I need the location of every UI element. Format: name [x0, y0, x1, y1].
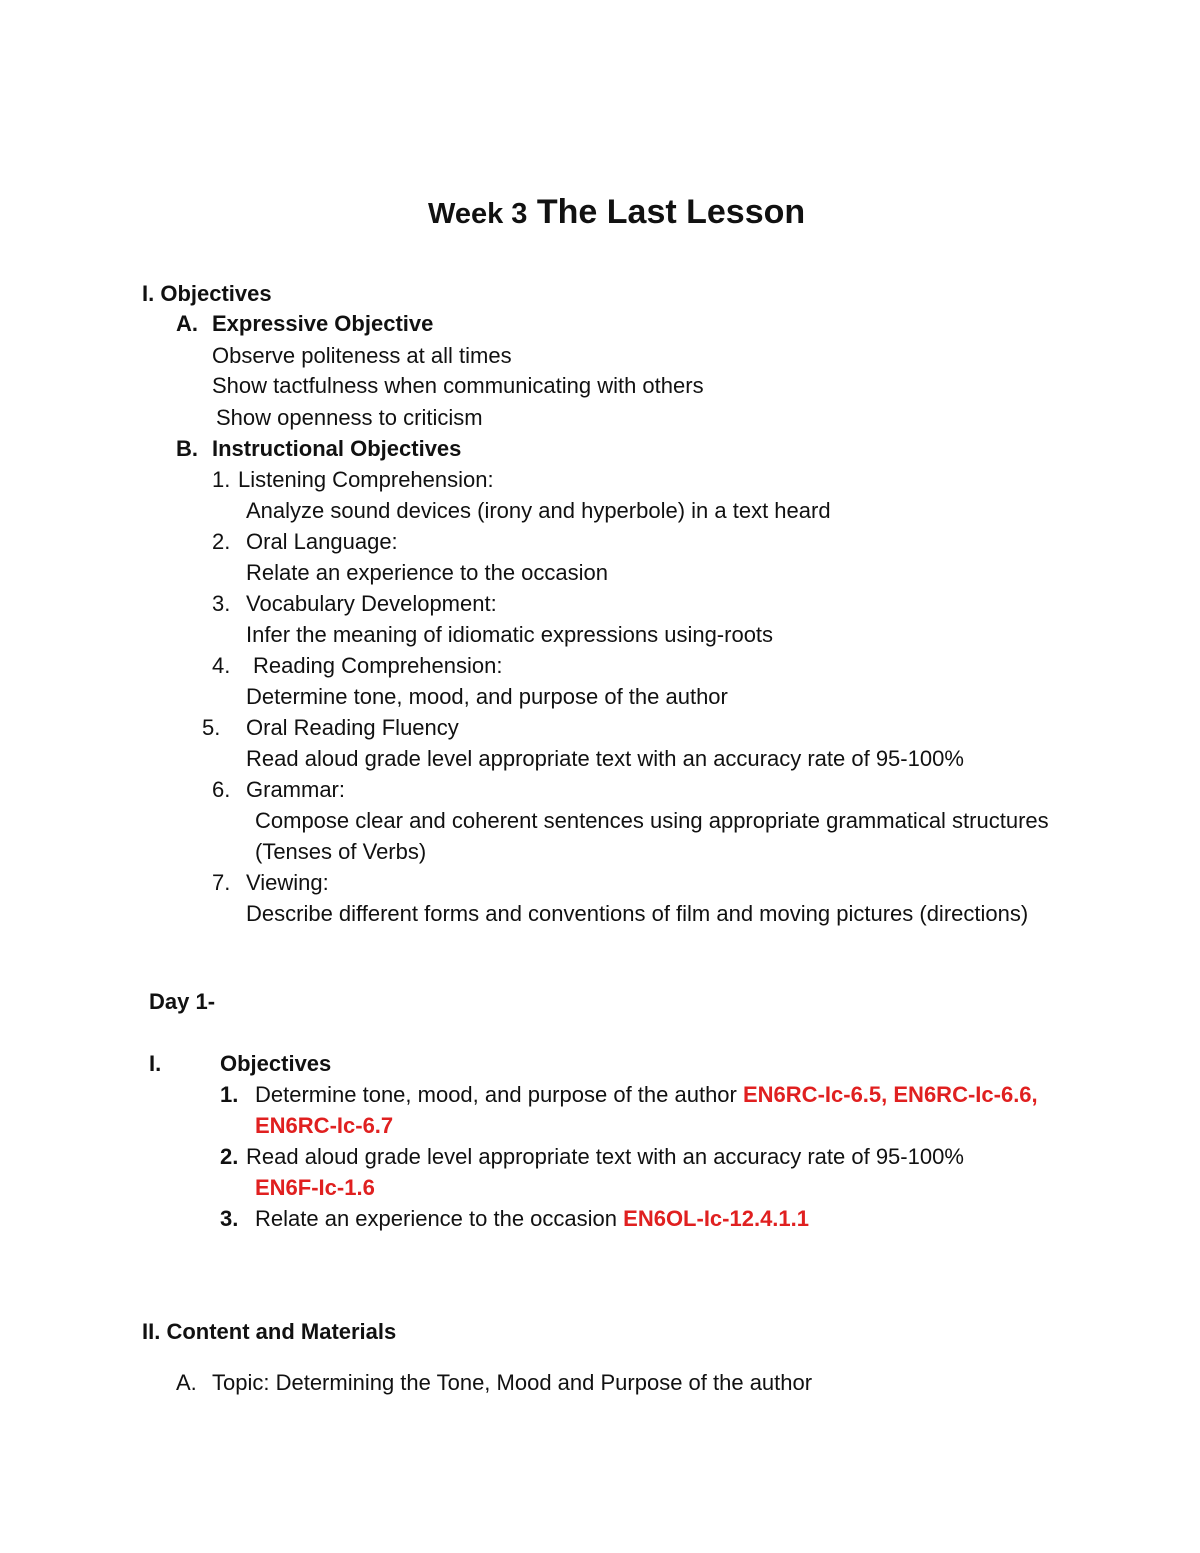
instructional-item-number: 3. [212, 591, 231, 616]
day1-objectives-marker: I. [149, 1051, 162, 1076]
instructional-item-number: 2. [212, 529, 231, 554]
expressive-item: Observe politeness at all times [212, 343, 512, 368]
day1-item-text: Read aloud grade level appropriate text with an accuracy rate of 95-100% [246, 1144, 964, 1169]
topic-marker: A. [176, 1370, 197, 1395]
content-heading: II. Content and Materials [142, 1319, 397, 1344]
instructional-item-label: Listening Comprehension: [238, 467, 494, 492]
objectives-heading: I. Objectives [142, 281, 272, 306]
expressive-item: Show tactfulness when communicating with others [212, 373, 704, 398]
competency-code: EN6OL-Ic-12.4.1.1 [623, 1206, 810, 1231]
instructional-item-desc: Relate an experience to the occasion [246, 560, 609, 585]
instructional-item-desc: Infer the meaning of idiomatic expressions using-roots [246, 622, 774, 647]
instructional-item-desc: Read aloud grade level appropriate text with an accuracy rate of 95-100% [246, 746, 964, 771]
instructional-item-label: Viewing: [246, 870, 329, 895]
day1-item-number: 1. [220, 1082, 239, 1107]
competency-code: EN6F-Ic-1.6 [255, 1175, 375, 1200]
instructional-item-number: 1. [212, 467, 231, 492]
title-lesson: The Last Lesson [536, 193, 806, 231]
instructional-item-desc: Analyze sound devices (irony and hyperbole) in a text heard [246, 498, 831, 523]
day1-item-number: 2. [220, 1144, 239, 1169]
topic-text: Topic: Determining the Tone, Mood and Purpose of the author [212, 1370, 813, 1395]
instructional-marker: B. [176, 436, 198, 461]
instructional-item-desc: Determine tone, mood, and purpose of the author [246, 684, 728, 709]
day1-item [255, 1205, 809, 1233]
page-title [428, 192, 805, 234]
instructional-item-number: 6. [212, 777, 231, 802]
instructional-item-number: 5. [202, 715, 221, 740]
competency-code: EN6RC-Ic-6.5, EN6RC-Ic-6.6, [743, 1082, 1038, 1107]
instructional-item-number: 4. [212, 653, 231, 678]
instructional-item-label: Oral Language: [246, 529, 398, 554]
instructional-item-desc: Compose clear and coherent sentences using appropriate grammatical structures [255, 808, 1049, 833]
instructional-item-desc-cont: (Tenses of Verbs) [255, 839, 427, 864]
instructional-item-label: Grammar: [246, 777, 345, 802]
instructional-item-number: 7. [212, 870, 231, 895]
expressive-objective-label: Expressive Objective [212, 311, 434, 336]
instructional-item-label: Vocabulary Development: [246, 591, 497, 616]
instructional-item-label: Reading Comprehension: [253, 653, 503, 678]
instructional-item-desc: Describe different forms and conventions of film and moving pictures (directions) [246, 901, 1029, 926]
instructional-item-label: Oral Reading Fluency [246, 715, 459, 740]
day1-objectives-label: Objectives [220, 1051, 332, 1076]
day1-item-text: Determine tone, mood, and purpose of the author [255, 1082, 737, 1107]
day1-item-number: 3. [220, 1206, 239, 1231]
day1-heading: Day 1- [149, 989, 216, 1014]
title-week: Week 3 [428, 198, 528, 230]
day1-item-text: Relate an experience to the occasion [255, 1206, 618, 1231]
expressive-marker: A. [176, 311, 198, 336]
competency-code: EN6RC-Ic-6.7 [255, 1113, 394, 1138]
day1-item [255, 1081, 1038, 1109]
instructional-objectives-label: Instructional Objectives [212, 436, 462, 461]
expressive-item: Show openness to criticism [216, 405, 483, 430]
